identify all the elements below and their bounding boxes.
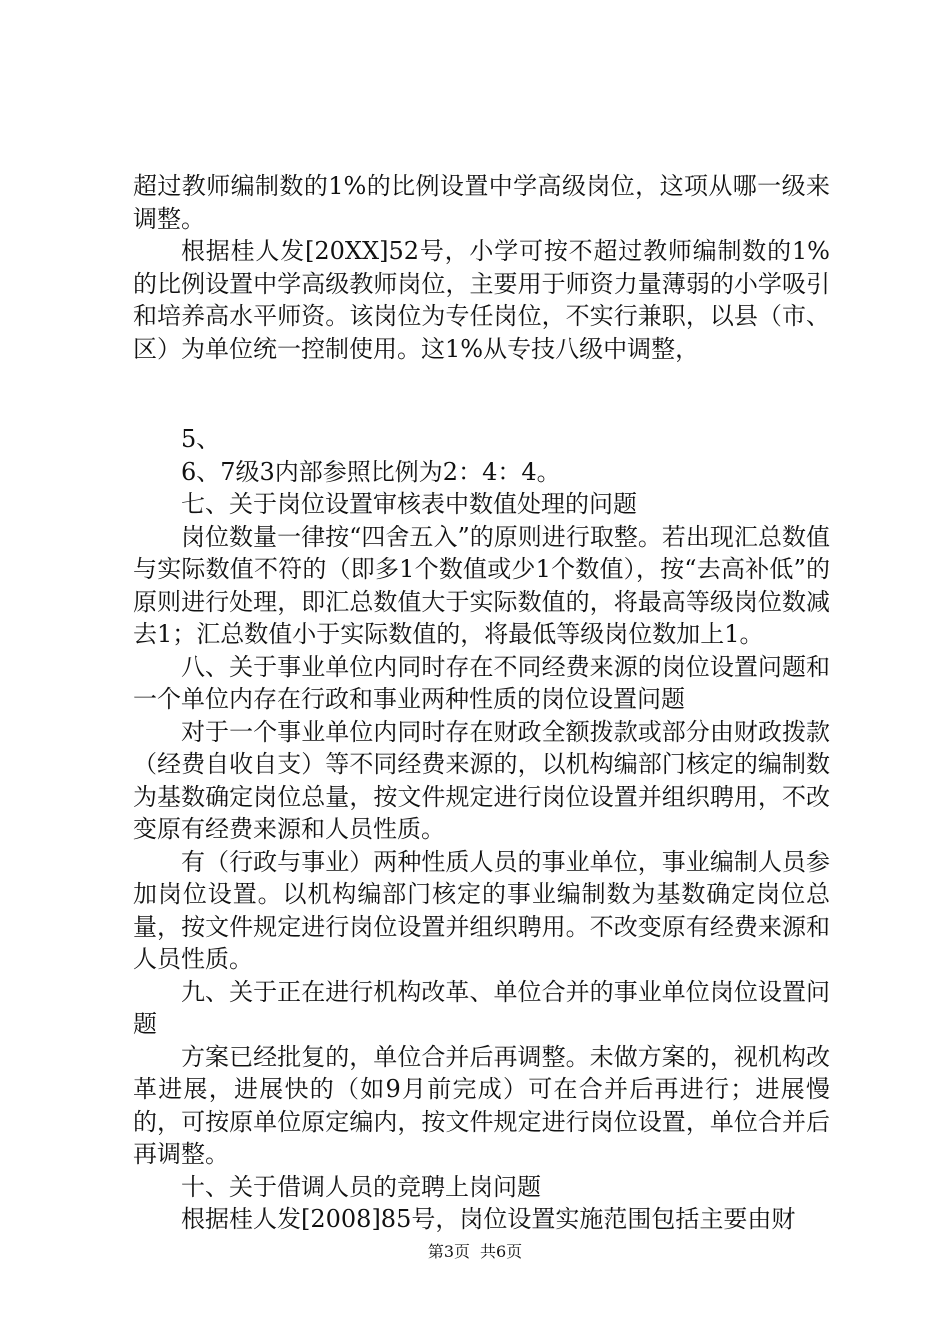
- section-heading: 八、关于事业单位内同时存在不同经费来源的岗位设置问题和一个单位内存在行政和事业两种性质的岗位设置问题: [133, 652, 830, 713]
- paragraph: 岗位数量一律按“四舍五入”的原则进行取整。若出现汇总数值与实际数值不符的（即多1个数值或少1个数值），按“去高补低”的原则进行处理，即汇总数值大于实际数值的，将最高等级岗位数减去1；汇总数值小于实际数值的，将最低等级岗位数加上1。: [133, 522, 830, 648]
- page-footer: [0, 1242, 950, 1262]
- document-body: [133, 170, 830, 1236]
- page-number: 第3页: [427, 1242, 470, 1261]
- paragraph: 根据桂人发[2008]85号，岗位设置实施范围包括主要由财: [181, 1205, 796, 1233]
- paragraph: 根据桂人发[20XX]52号，小学可按不超过教师编制数的1%的比例设置中学高级教师岗位，主要用于师资力量薄弱的小学吸引和培养高水平师资。该岗位为专任岗位，不实行兼职，以县（市、区）为单位统一控制使用。这1%从专技八级中调整，: [133, 237, 830, 363]
- section-heading: 七、关于岗位设置审核表中数值处理的问题: [181, 490, 637, 518]
- page-total: 共6页: [480, 1242, 523, 1261]
- paragraph-gap: [133, 365, 830, 423]
- section-heading: 十、关于借调人员的竞聘上岗问题: [181, 1172, 541, 1201]
- paragraph: 超过教师编制数的1%的比例设置中学高级岗位，这项从哪一级来调整。: [133, 172, 830, 233]
- paragraph: 5、: [181, 425, 221, 453]
- paragraph: 6、7级3内部参照比例为2：4：4。: [181, 457, 561, 486]
- section-heading: 九、关于正在进行机构改革、单位合并的事业单位岗位设置问题: [133, 977, 830, 1038]
- paragraph: 对于一个事业单位内同时存在财政全额拨款或部分由财政拨款（经费自收自支）等不同经费来源的，以机构编部门核定的编制数为基数确定岗位总量，按文件规定进行岗位设置并组织聘用，不改变原有经费来源和人员性质。: [133, 717, 830, 843]
- paragraph: 方案已经批复的，单位合并后再调整。未做方案的，视机构改革进展，进展快的（如9月前完成）可在合并后再进行；进展慢的，可按原单位原定编内，按文件规定进行岗位设置，单位合并后再调整。: [133, 1042, 830, 1168]
- paragraph: 有（行政与事业）两种性质人员的事业单位，事业编制人员参加岗位设置。以机构编部门核定的事业编制数为基数确定岗位总量，按文件规定进行岗位设置并组织聘用。不改变原有经费来源和人员性质。: [133, 847, 830, 973]
